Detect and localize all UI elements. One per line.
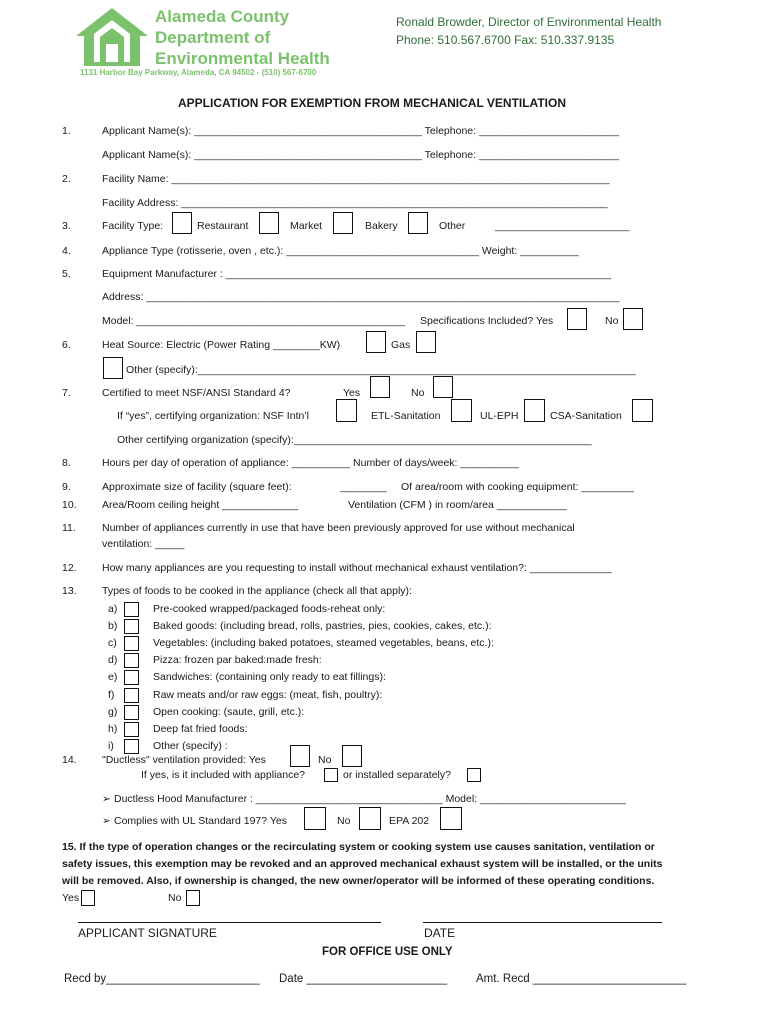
page-title: APPLICATION FOR EXEMPTION FROM MECHANICAL VENTILATION bbox=[178, 96, 566, 110]
food-item-letter: i) bbox=[108, 739, 114, 752]
food-item-checkbox[interactable] bbox=[124, 722, 139, 737]
contact-phone: Phone: 510.567.6700 Fax: 510.337.9135 bbox=[396, 33, 615, 47]
other-certifying-org-field[interactable]: Other certifying organization (specify):___________________________________________________ bbox=[117, 434, 592, 446]
nsf-certified-label: Certified to meet NSF/ANSI Standard 4? bbox=[102, 387, 291, 399]
ventilation-cfm-field[interactable]: Ventilation (CFM ) in room/area ____________ bbox=[348, 499, 567, 511]
ul-standard-no-label: No bbox=[337, 815, 351, 827]
q9-number: 9. bbox=[62, 481, 71, 493]
signature-date-line[interactable] bbox=[423, 922, 662, 923]
nsf-yes-checkbox[interactable] bbox=[370, 376, 390, 398]
amount-received-field[interactable]: Amt. Recd ________________________ bbox=[476, 973, 687, 985]
food-item-letter: h) bbox=[108, 722, 118, 735]
ductless-ventilation-label: "Ductless" ventilation provided: Yes bbox=[102, 754, 266, 766]
etl-sanitation-checkbox[interactable] bbox=[451, 399, 472, 422]
q15-conditions-line3: will be removed. Also, if ownership is changed, the new owner/operator will be informed of these operating conditions. bbox=[62, 875, 655, 887]
director-name: Ronald Browder, Director of Environmental Health bbox=[396, 15, 662, 29]
org-name-line2: Department of bbox=[155, 28, 271, 47]
facility-name-field[interactable]: Facility Name: ___________________________________________________________________________ bbox=[102, 173, 610, 185]
appliance-type-field[interactable]: Appliance Type (rotisserie, oven , etc.): _________________________________ Weight: __________ bbox=[102, 245, 579, 257]
facility-type-label: Facility Type: bbox=[102, 220, 164, 232]
org-name-line3: Environmental Health bbox=[155, 49, 330, 68]
specifications-no-checkbox[interactable] bbox=[623, 308, 643, 330]
q15-yes-checkbox[interactable] bbox=[81, 890, 95, 906]
food-item-label: Open cooking: (saute, grill, etc.): bbox=[153, 705, 305, 718]
ductless-yes-checkbox[interactable] bbox=[290, 745, 310, 767]
csa-sanitation-checkbox[interactable] bbox=[632, 399, 653, 422]
other-type-field[interactable]: _______________________ bbox=[495, 220, 630, 232]
ductless-no-checkbox[interactable] bbox=[342, 745, 362, 767]
equipment-address-field[interactable]: Address: _________________________________________________________________________________ bbox=[102, 291, 620, 303]
food-item-letter: g) bbox=[108, 705, 118, 718]
market-label: Market bbox=[290, 220, 323, 232]
installed-separately-checkbox[interactable] bbox=[467, 768, 481, 782]
nsf-yes-label: Yes bbox=[343, 387, 361, 399]
epa-202-label: EPA 202 bbox=[389, 815, 430, 827]
nsf-no-label: No bbox=[411, 387, 425, 399]
market-checkbox[interactable] bbox=[259, 212, 279, 234]
hours-operation-field[interactable]: Hours per day of operation of appliance: __________ Number of days/week: __________ bbox=[102, 457, 519, 469]
food-item-label: Deep fat fried foods: bbox=[153, 722, 248, 735]
food-item-label: Baked goods: (including bread, rolls, pastries, pies, cookies, cakes, etc.): bbox=[153, 620, 492, 633]
food-item-label: Pizza: frozen par baked:made fresh: bbox=[153, 654, 322, 667]
other-type-label: Other bbox=[439, 220, 466, 232]
q11-number: 11. bbox=[62, 522, 76, 534]
ul-eph-label: UL-EPH bbox=[480, 410, 519, 422]
food-item-letter: d) bbox=[108, 654, 118, 667]
applicant-name-field-2[interactable]: Applicant Name(s): _______________________________________ Telephone: ________________________ bbox=[102, 149, 620, 161]
included-with-appliance-label: If yes, is it included with appliance? bbox=[141, 769, 306, 781]
applicant-signature-line[interactable] bbox=[78, 922, 381, 923]
q15-no-checkbox[interactable] bbox=[186, 890, 200, 906]
ul-standard-no-checkbox[interactable] bbox=[359, 807, 381, 830]
q15-conditions-line1: 15. If the type of operation changes or the recirculating system or cooking system use causes sanitation, ventilation or bbox=[62, 841, 655, 853]
food-item-letter: a) bbox=[108, 603, 118, 615]
csa-sanitation-label: CSA-Sanitation bbox=[550, 410, 622, 422]
requested-appliances-field[interactable]: How many appliances are you requesting to install without mechanical exhaust ventilation?: ______________ bbox=[102, 562, 612, 574]
q10-number: 10. bbox=[62, 499, 77, 511]
q7-number: 7. bbox=[62, 387, 71, 399]
equipment-model-field[interactable]: Model: ______________________________________________ bbox=[102, 315, 406, 327]
q3-number: 3. bbox=[62, 220, 71, 232]
food-item-label: Raw meats and/or raw eggs: (meat, fish, poultry): bbox=[153, 688, 383, 701]
bakery-checkbox[interactable] bbox=[333, 212, 353, 234]
q15-no-label: No bbox=[168, 892, 182, 904]
bakery-label: Bakery bbox=[365, 220, 398, 232]
included-with-appliance-checkbox[interactable] bbox=[324, 768, 338, 782]
q1-number: 1. bbox=[62, 125, 71, 137]
approved-appliances-field[interactable]: ventilation: _____ bbox=[102, 538, 185, 550]
food-item-letter: c) bbox=[108, 637, 117, 650]
equipment-manufacturer-field[interactable]: Equipment Manufacturer : __________________________________________________________________ bbox=[102, 268, 612, 280]
q13-number: 13. bbox=[62, 585, 77, 597]
arrow-bullet-icon: ➢ bbox=[102, 815, 111, 827]
facility-address-field[interactable]: Facility Address: _________________________________________________________________________ bbox=[102, 197, 608, 209]
specifications-yes-checkbox[interactable] bbox=[567, 308, 587, 330]
food-item-label: Sandwiches: (containing only ready to eat fillings): bbox=[153, 671, 386, 684]
food-item-checkbox[interactable] bbox=[124, 602, 139, 617]
food-item-checkbox[interactable] bbox=[124, 688, 139, 703]
signature-date-label: DATE bbox=[424, 926, 456, 940]
office-date-field[interactable]: Date ______________________ bbox=[279, 973, 448, 985]
food-item-checkbox[interactable] bbox=[124, 705, 139, 720]
epa-202-checkbox[interactable] bbox=[440, 807, 462, 830]
other-type-checkbox[interactable] bbox=[408, 212, 428, 234]
arrow-bullet-icon: ➢ bbox=[102, 793, 111, 805]
electric-checkbox[interactable] bbox=[366, 331, 386, 353]
other-heat-checkbox[interactable] bbox=[103, 357, 123, 379]
food-types-label: Types of foods to be cooked in the appliance (check all that apply): bbox=[102, 585, 412, 597]
q5-number: 5. bbox=[62, 268, 71, 280]
org-name-line1: Alameda County bbox=[155, 7, 290, 26]
food-item-checkbox[interactable] bbox=[124, 636, 139, 651]
approved-appliances-label: Number of appliances currently in use that have been previously approved for use without mechanical bbox=[102, 522, 575, 534]
ul-standard-label: Complies with UL Standard 197? Yes bbox=[114, 815, 287, 827]
restaurant-checkbox[interactable] bbox=[172, 212, 192, 234]
installed-separately-label: or installed separately? bbox=[343, 769, 451, 781]
gas-checkbox[interactable] bbox=[416, 331, 436, 353]
food-item-label: Vegetables: (including baked potatoes, steamed vegetables, beans, etc.): bbox=[153, 637, 494, 650]
food-item-checkbox[interactable] bbox=[124, 739, 139, 754]
office-use-heading: FOR OFFICE USE ONLY bbox=[322, 946, 453, 958]
facility-size-field[interactable]: ________ bbox=[340, 481, 387, 493]
food-item-checkbox[interactable] bbox=[124, 619, 139, 634]
food-item-label: Pre-cooked wrapped/packaged foods-reheat only: bbox=[153, 603, 386, 615]
applicant-name-field-1[interactable]: Applicant Name(s): _______________________________________ Telephone: ________________________ bbox=[102, 125, 620, 137]
q15-conditions-line2: safety issues, this exemption may be revoked and an approved mechanical exhaust system will be installed, or the units bbox=[62, 858, 663, 870]
ul-standard-yes-checkbox[interactable] bbox=[304, 807, 326, 830]
ul-eph-checkbox[interactable] bbox=[524, 399, 545, 422]
q14-number: 14. bbox=[62, 754, 77, 766]
ceiling-height-field[interactable]: Area/Room ceiling height _____________ bbox=[102, 499, 299, 511]
specifications-no-label: No bbox=[605, 315, 619, 327]
restaurant-label: Restaurant bbox=[197, 220, 249, 232]
food-item-letter: b) bbox=[108, 620, 118, 633]
nsf-no-checkbox[interactable] bbox=[433, 376, 453, 398]
gas-label: Gas bbox=[391, 339, 411, 351]
nsf-intl-checkbox[interactable] bbox=[336, 399, 357, 422]
applicant-signature-label: APPLICANT SIGNATURE bbox=[78, 926, 217, 940]
food-item-label: Other (specify) : bbox=[153, 739, 228, 752]
ductless-hood-manufacturer-field[interactable]: Ductless Hood Manufacturer : ________________________________ Model: _________________________ bbox=[114, 793, 627, 805]
food-item-checkbox[interactable] bbox=[124, 653, 139, 668]
cooking-area-field[interactable]: Of area/room with cooking equipment: _________ bbox=[401, 481, 634, 493]
q15-yes-label: Yes bbox=[62, 892, 80, 904]
received-by-field[interactable]: Recd by________________________ bbox=[64, 973, 260, 985]
food-item-letter: f) bbox=[108, 688, 115, 701]
facility-size-label: Approximate size of facility (square feet): bbox=[102, 481, 292, 493]
q2-number: 2. bbox=[62, 173, 71, 185]
house-logo-icon bbox=[72, 4, 152, 70]
etl-sanitation-label: ETL-Sanitation bbox=[371, 410, 441, 422]
other-heat-field[interactable]: Other (specify):___________________________________________________________________________ bbox=[126, 364, 636, 376]
certifying-org-label: If “yes”, certifying organization: NSF Intn’l bbox=[117, 410, 309, 422]
q6-number: 6. bbox=[62, 339, 71, 351]
food-item-letter: e) bbox=[108, 671, 118, 684]
q8-number: 8. bbox=[62, 457, 71, 469]
logo bbox=[72, 4, 152, 70]
food-item-checkbox[interactable] bbox=[124, 670, 139, 685]
q4-number: 4. bbox=[62, 245, 71, 257]
ductless-no-label: No bbox=[318, 754, 332, 766]
org-address: 1131 Harbor Bay Parkway, Alameda, CA 94502 - (510) 567-6700 bbox=[80, 68, 317, 77]
specifications-label: Specifications Included? Yes bbox=[420, 315, 554, 327]
heat-source-electric-label: Heat Source: Electric (Power Rating ________KW) bbox=[102, 339, 341, 351]
q12-number: 12. bbox=[62, 562, 77, 574]
